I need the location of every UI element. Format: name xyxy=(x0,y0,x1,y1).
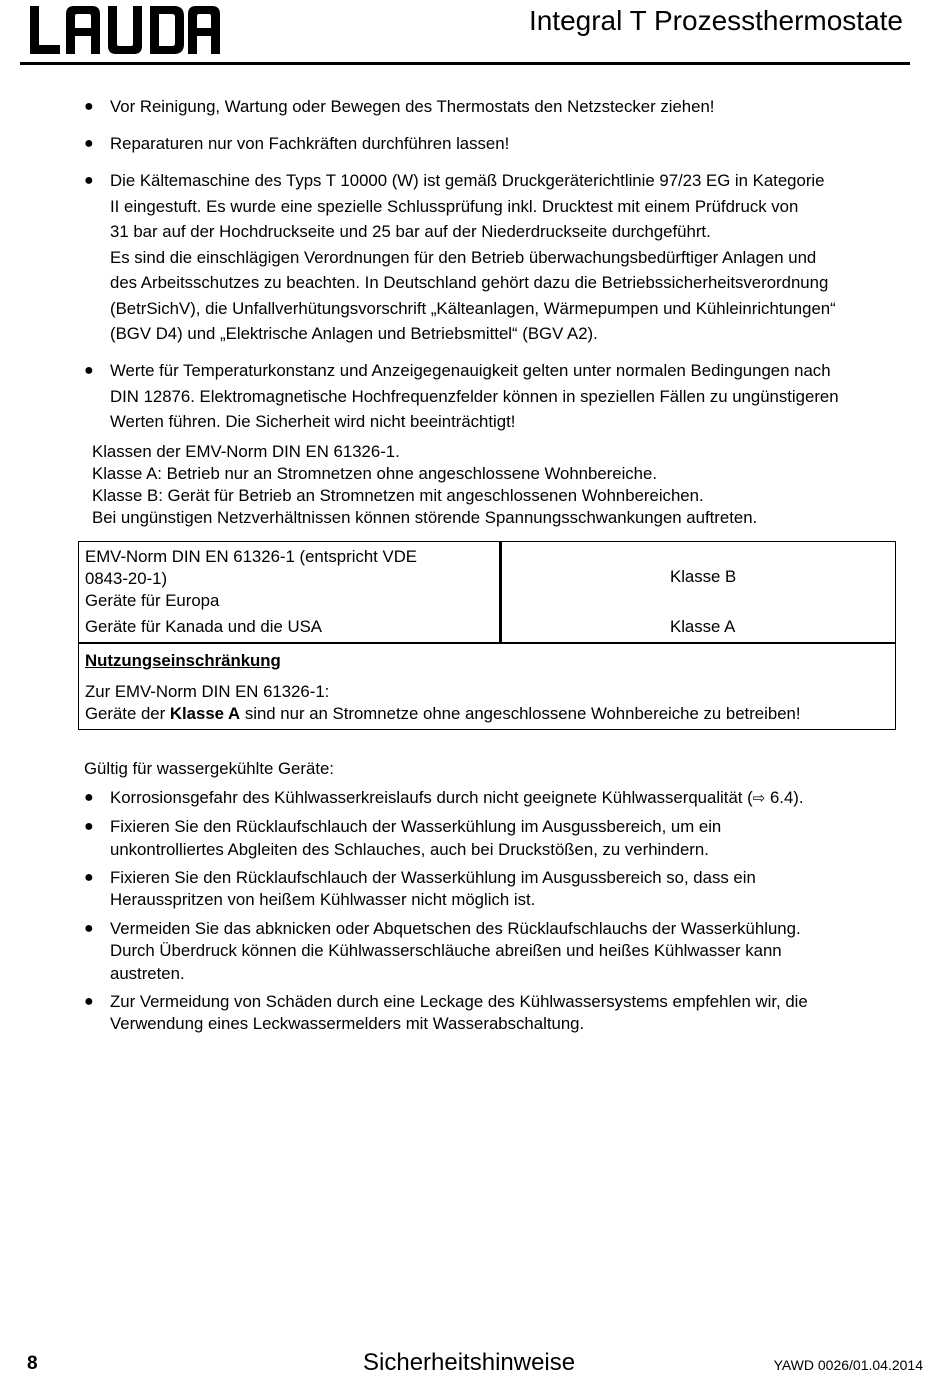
class-a-emphasis: Klasse A xyxy=(169,704,241,723)
text-line: Es sind die einschlägigen Verordnungen für den Betrieb überwachungsbedürftiger Anlagen und xyxy=(110,247,817,267)
text-line: (BetrSichV), die Unfallverhütungsvorschrift „Kälteanlagen, Wärmepumpen und Kühleinrichtungen“ xyxy=(110,298,836,318)
text-line: des Arbeitsschutzes zu beachten. In Deutschland gehört dazu die Betriebssicherheitsverordnung xyxy=(110,273,829,292)
table-row xyxy=(79,612,896,643)
table-row xyxy=(79,542,896,613)
table-cell-canada-label: Geräte für Kanada und die USA xyxy=(79,612,501,643)
bullet-icon: ● xyxy=(84,172,94,189)
bullet-icon: ● xyxy=(84,919,94,937)
text-line: Herausspritzen von heißem Kühlwasser nicht möglich ist. xyxy=(110,890,536,910)
text-line: Werte für Temperaturkonstanz und Anzeigegenauigkeit gelten unter normalen Bedingungen nach xyxy=(110,361,831,380)
water-section-intro: Gültig für wassergekühlte Geräte: xyxy=(84,759,334,778)
text-line: unkontrolliertes Abgleiten des Schlauches, auch bei Druckstößen, zu verhindern. xyxy=(110,839,709,859)
text-line: Zur EMV-Norm DIN EN 61326-1: xyxy=(85,682,330,701)
document-title: Integral T Prozessthermostate xyxy=(528,5,903,36)
bullet-icon: ● xyxy=(84,992,94,1010)
text-line: Durch Überdruck können die Kühlwasserschläuche abreißen und heißes Kühlwasser kann xyxy=(110,941,782,961)
text-line: Klasse A: Betrieb nur an Stromnetzen ohne angeschlossene Wohnbereiche. xyxy=(92,464,658,483)
restriction-heading: Nutzungseinschränkung xyxy=(85,651,281,670)
section-title: Sicherheitshinweise xyxy=(363,1349,576,1376)
table-cell-canada-class: Klasse A xyxy=(670,617,736,636)
text-line: 31 bar auf der Hochdruckseite und 25 bar auf der Niederdruckseite durchgeführt. xyxy=(110,222,711,241)
page-header xyxy=(0,0,950,70)
text-line: Vermeiden Sie das abknicken oder Abquetschen des Rücklaufschlauchs der Wasserkühlung. xyxy=(110,918,801,938)
bullet-icon: ● xyxy=(84,868,94,886)
text-line: Verwendung eines Leckwassermelders mit Wasserabschaltung. xyxy=(110,1014,585,1034)
page-number: 8 xyxy=(27,1353,38,1374)
text-line: Die Kältemaschine des Typs T 10000 (W) ist gemäß Druckgeräterichtlinie 97/23 EG in Kategorie xyxy=(110,171,825,190)
table-cell-norm: EMV-Norm DIN EN 61326-1 (entspricht VDE 0843-20-1) Geräte für Europa xyxy=(79,542,501,613)
water-bullet-list xyxy=(0,787,950,1041)
table-cell-restriction xyxy=(79,643,896,730)
text-line: Fixieren Sie den Rücklaufschlauch der Wasserkühlung im Ausgussbereich, um ein xyxy=(110,817,722,837)
arrow-right-icon: ⇨ xyxy=(752,790,766,807)
safety-bullet-list xyxy=(0,94,950,446)
bullet-icon: ● xyxy=(84,818,94,836)
emv-class-description xyxy=(92,441,757,529)
text-line: Klasse B: Gerät für Betrieb an Stromnetzen mit angeschlossenen Wohnbereichen. xyxy=(92,486,704,505)
list-item xyxy=(0,358,950,435)
header-divider xyxy=(20,62,910,65)
list-item xyxy=(0,816,950,861)
list-item: ● Vor Reinigung, Wartung oder Bewegen des Thermostats den Netzstecker ziehen! xyxy=(0,94,950,120)
text-line: Werten führen. Die Sicherheit wird nicht beeinträchtigt! xyxy=(110,412,516,431)
bullet-icon: ● xyxy=(84,135,94,152)
list-item xyxy=(0,168,950,347)
list-item xyxy=(0,991,950,1036)
document-reference: YAWD 0026/01.04.2014 xyxy=(773,1357,923,1373)
lauda-logo xyxy=(30,6,220,56)
bullet-icon: ● xyxy=(84,362,94,379)
text-line: Bei ungünstigen Netzverhältnissen können störende Spannungsschwankungen auftreten. xyxy=(92,508,758,527)
list-item: ● Korrosionsgefahr des Kühlwasserkreislaufs durch nicht geeignete Kühlwasserqualität (⇨ 6.4). xyxy=(0,787,950,811)
text-line: II eingestuft. Es wurde eine spezielle Schlussprüfung inkl. Drucktest mit einem Prüfdruck von xyxy=(110,196,799,216)
text-line: Geräte der Klasse A sind nur an Stromnetze ohne angeschlossene Wohnbereiche zu betreiben! xyxy=(85,704,801,723)
text-line: (BGV D4) und „Elektrische Anlagen und Betriebsmittel“ (BGV A2). xyxy=(110,324,598,343)
text-line: austreten. xyxy=(110,963,185,983)
table-row xyxy=(79,643,896,730)
table-cell-europe-class: Klasse B xyxy=(670,567,737,586)
list-item xyxy=(0,918,950,986)
bullet-icon: ● xyxy=(84,789,94,806)
list-item xyxy=(0,867,950,912)
list-item: ● Reparaturen nur von Fachkräften durchführen lassen! xyxy=(0,131,950,157)
text-line: DIN 12876. Elektromagnetische Hochfrequenzfelder können in speziellen Fällen zu ungünstigeren xyxy=(110,386,839,406)
bullet-icon: ● xyxy=(84,98,94,115)
emv-table xyxy=(78,541,896,730)
text-line: Fixieren Sie den Rücklaufschlauch der Wasserkühlung im Ausgussbereich so, dass ein xyxy=(110,867,756,887)
text-line: Klassen der EMV-Norm DIN EN 61326-1. xyxy=(92,442,400,461)
page-footer xyxy=(0,1345,950,1385)
text-line: Zur Vermeidung von Schäden durch eine Leckage des Kühlwassersystems empfehlen wir, die xyxy=(110,991,808,1011)
